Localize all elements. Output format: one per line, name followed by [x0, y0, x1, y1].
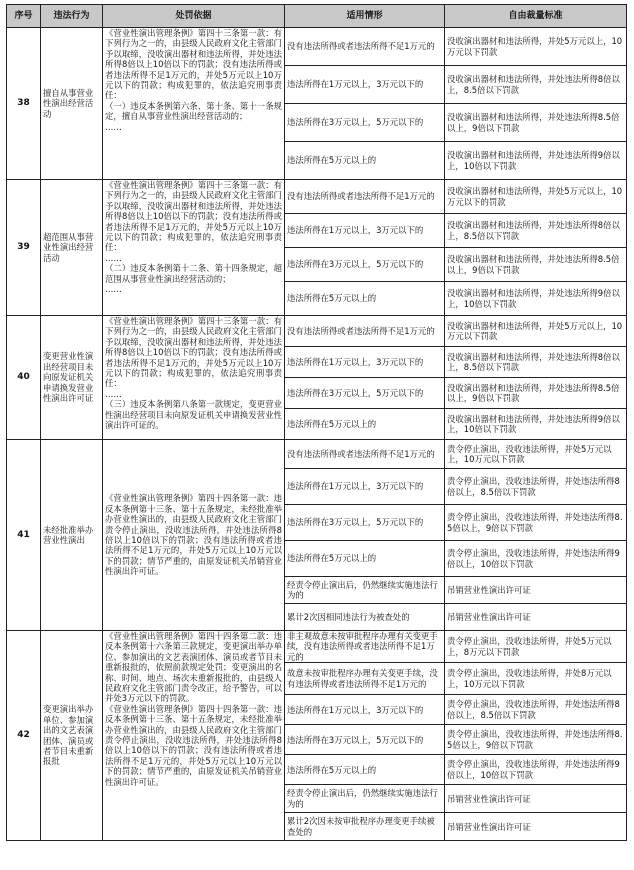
standard-cell: 没收演出器材和违法所得，并处违法所得8倍以上，8.5倍以下罚款 — [445, 214, 627, 248]
header-discretion-standard: 自由裁量标准 — [445, 5, 627, 28]
basis-paragraph: …… — [105, 284, 122, 295]
case-cell: 违法所得在3万元以上，5万元以下的 — [285, 378, 445, 409]
header-legal-basis: 处罚依据 — [103, 5, 285, 28]
table-row — [7, 440, 627, 469]
basis-paragraph: （二）违反本条例第十二条、第十四条规定，超范围从事营业性演出经营活动的； — [105, 263, 282, 284]
table-row — [7, 28, 627, 66]
row-violation: 未经批准举办营业性演出 — [41, 440, 103, 631]
standard-cell: 没收演出器材和违法所得，并处违法所得9倍以上，10倍以下罚款 — [445, 142, 627, 180]
row-legal-basis — [103, 440, 285, 631]
penalty-standards-table — [6, 4, 627, 841]
row-violation: 变更营业性演出经营项目未向原发证机关申请换发营业性演出许可证 — [41, 316, 103, 440]
case-cell: 违法所得在3万元以上，5万元以下的 — [285, 725, 445, 755]
standard-cell: 责令停止演出，没收违法所得，并处违法所得9倍以上，10倍以下罚款 — [445, 755, 627, 785]
header-row — [7, 5, 627, 28]
row-legal-basis — [103, 180, 285, 316]
row-legal-basis — [103, 28, 285, 180]
case-cell: 违法所得在5万元以上的 — [285, 541, 445, 577]
row-violation: 超范围从事营业性演出经营活动 — [41, 180, 103, 316]
header-seq: 序号 — [7, 5, 41, 28]
case-cell: 非主观故意未按审批程序办理有关变更手续，没有违法所得或者违法所得不足1万元的 — [285, 631, 445, 663]
standard-cell: 没收演出器材和违法所得，并处5万元以上，10万元以下的罚款 — [445, 180, 627, 214]
standard-cell: 吊销营业性演出许可证 — [445, 604, 627, 631]
standard-cell: 没收演出器材和违法所得，并处5万元以上，10万元以下罚款 — [445, 316, 627, 347]
case-cell: 违法所得在1万元以上，3万元以下的 — [285, 469, 445, 505]
standard-cell: 责令停止演出，没收违法所得，并处违法所得8.5倍以上，9倍以下罚款 — [445, 725, 627, 755]
standard-cell: 没收演出器材和违法所得，并处违法所得8倍以上，8.5倍以下罚款 — [445, 347, 627, 378]
basis-paragraph: …… — [105, 121, 122, 132]
case-cell: 故意未按审批程序办理有关变更手续，没有违法所得或者违法所得不足1万元的 — [285, 663, 445, 695]
standard-cell: 责令停止演出，没收违法所得，并处违法所得8.5倍以上，9倍以下罚款 — [445, 505, 627, 541]
case-cell: 违法所得在3万元以上，5万元以下的 — [285, 104, 445, 142]
standard-cell: 责令停止演出，没收违法所得，并处8万元以上，10万元以下罚款 — [445, 663, 627, 695]
case-cell: 违法所得在1万元以上，3万元以下的 — [285, 214, 445, 248]
case-cell: 违法所得在1万元以上，3万元以下的 — [285, 347, 445, 378]
row-violation: 擅自从事营业性演出经营活动 — [41, 28, 103, 180]
row-violation: 变更演出举办单位、参加演出的文艺表演团体、演员或者节目未重新报批 — [41, 631, 103, 841]
case-cell: 违法所得在3万元以上，5万元以下的 — [285, 248, 445, 282]
standard-cell: 责令停止演出，没收违法所得，并处违法所得8倍以上，8.5倍以下罚款 — [445, 469, 627, 505]
standard-cell: 吊销营业性演出许可证 — [445, 813, 627, 841]
basis-paragraph: 《营业性演出管理条例》第四十三条第一款：有下列行为之一的，由县级人民政府文化主管部门予以取缔，没收演出器材和违法所得，并处违法所得8倍以上10倍以下的罚款；没有违法所得或者违法所得不足1万元的，并处5万元以上10万元以下的罚款；构成犯罪的，依法追究刑事责任： — [105, 28, 282, 101]
standard-cell: 没收演出器材和违法所得，并处违法所得8.5倍以上，9倍以下罚款 — [445, 104, 627, 142]
row-legal-basis — [103, 631, 285, 841]
case-cell: 违法所得在1万元以上，3万元以下的 — [285, 66, 445, 104]
table-row — [7, 631, 627, 663]
basis-paragraph: （一）违反本条例第六条、第十条、第十一条规定，擅自从事营业性演出经营活动的； — [105, 100, 282, 122]
standard-cell: 没收演出器材和违法所得，并处违法所得8倍以上，8.5倍以下罚款 — [445, 66, 627, 104]
standard-cell: 吊销营业性演出许可证 — [445, 785, 627, 813]
case-cell: 违法所得在5万元以上的 — [285, 409, 445, 440]
basis-paragraph: 《营业性演出管理条例》第四十三条第一款：有下列行为之一的，由县级人民政府文化主管部门予以取缔，没收演出器材和违法所得，并处违法所得8倍以上10倍以下的罚款；没有违法所得或者违法所得不足1万元的，并处5万元以上10万元以下的罚款；构成犯罪的，依法追究刑事责任： — [105, 316, 282, 389]
row-legal-basis — [103, 316, 285, 440]
case-cell: 违法所得在3万元以上，5万元以下的 — [285, 505, 445, 541]
case-cell: 违法所得在5万元以上的 — [285, 282, 445, 316]
basis-paragraph: （三）违反本条例第八条第一款规定，变更营业性演出经营项目未向原发证机关申请换发营业性演出许可证的。 — [105, 399, 282, 431]
case-cell: 累计2次因相同违法行为被查处的 — [285, 604, 445, 631]
case-cell: 没有违法所得或者违法所得不足1万元的 — [285, 180, 445, 214]
standard-cell: 没收演出器材和违法所得，并处违法所得8.5倍以上，9倍以下罚款 — [445, 378, 627, 409]
case-cell: 累计2次因未按审批程序办理变更手续被查处的 — [285, 813, 445, 841]
row-seq: 40 — [7, 316, 41, 440]
standard-cell: 没收演出器材和违法所得，并处违法所得9倍以上，10倍以下罚款 — [445, 282, 627, 316]
case-cell: 经责令停止演出后，仍然继续实施违法行为的 — [285, 785, 445, 813]
basis-paragraph: 《营业性演出管理条例》第四十四条第二款：违反本条例第十六条第三款规定，变更演出举办单位、参加演出的文艺表演团体、演员或者节目未重新报批的，依照前款规定处罚；变更演出的名称、时间、地点、场次未重新报批的，由县级人民政府文化主管部门责令改正，给予警告，可以并处3万元以下的罚款。 — [105, 631, 282, 704]
basis-paragraph: 《营业性演出管理条例》第四十三条第一款：有下列行为之一的，由县级人民政府文化主管部门予以取缔，没收演出器材和违法所得，并处违法所得8倍以上10倍以下的罚款；没有违法所得或者违法所得不足1万元的，并处5万元以上10万元以下的罚款；构成犯罪的，依法追究刑事责任： — [105, 180, 282, 253]
standard-cell: 责令停止演出，没收违法所得，并处5万元以上，10万元以下罚款 — [445, 440, 627, 469]
basis-paragraph: 《营业性演出管理条例》第四十四条第一款：违反本条例第十三条、第十五条规定，未经批准举办营业性演出的，由县级人民政府文化主管部门责令停止演出，没收违法所得，并处违法所得8倍以上10倍以下的罚款；没有违法所得或者违法所得不足1万元的，并处5万元以上10万元以下的罚款；情节严重的，由原发证机关吊销营业性演出许可证。 — [105, 493, 282, 577]
standard-cell: 责令停止演出，没收违法所得，并处5万元以上，8万元以下罚款 — [445, 631, 627, 663]
standard-cell: 吊销营业性演出许可证 — [445, 577, 627, 604]
case-cell: 没有违法所得或者违法所得不足1万元的 — [285, 28, 445, 66]
row-seq: 38 — [7, 28, 41, 180]
table-row — [7, 316, 627, 347]
header-applicable-case: 适用情形 — [285, 5, 445, 28]
standard-cell: 责令停止演出，没收违法所得，并处违法所得8倍以上，8.5倍以下罚款 — [445, 695, 627, 725]
basis-paragraph: 《营业性演出管理条例》第四十四条第一款：违反本条例第十三条、第十五条规定，未经批准举办营业性演出的，由县级人民政府文化主管部门责令停止演出，没收违法所得，并处违法所得8倍以上10倍以下的罚款；没有违法所得或者违法所得不足1万元的，并处5万元以上10万元以下的罚款；情节严重的，由原发证机关吊销营业性演出许可证。 — [105, 703, 282, 787]
standard-cell: 没收演出器材和违法所得，并处违法所得8.5倍以上，9倍以下罚款 — [445, 248, 627, 282]
row-seq: 42 — [7, 631, 41, 841]
case-cell: 没有违法所得或者违法所得不足1万元的 — [285, 316, 445, 347]
standard-cell: 没收演出器材和违法所得，并处5万元以上，10万元以下罚款 — [445, 28, 627, 66]
case-cell: 违法所得在5万元以上的 — [285, 755, 445, 785]
basis-paragraph: …… — [105, 252, 122, 263]
case-cell: 违法所得在5万元以上的 — [285, 142, 445, 180]
case-cell: 没有违法所得或者违法所得不足1万元的 — [285, 440, 445, 469]
case-cell: 违法所得在1万元以上，3万元以下的 — [285, 695, 445, 725]
header-violation: 违法行为 — [41, 5, 103, 28]
basis-paragraph: …… — [105, 388, 122, 399]
standard-cell: 没收演出器材和违法所得，并处违法所得9倍以上，10倍以下罚款 — [445, 409, 627, 440]
table-row — [7, 180, 627, 214]
standard-cell: 责令停止演出，没收违法所得，并处违法所得9倍以上，10倍以下罚款 — [445, 541, 627, 577]
row-seq: 41 — [7, 440, 41, 631]
case-cell: 经责令停止演出后，仍然继续实施违法行为的 — [285, 577, 445, 604]
row-seq: 39 — [7, 180, 41, 316]
